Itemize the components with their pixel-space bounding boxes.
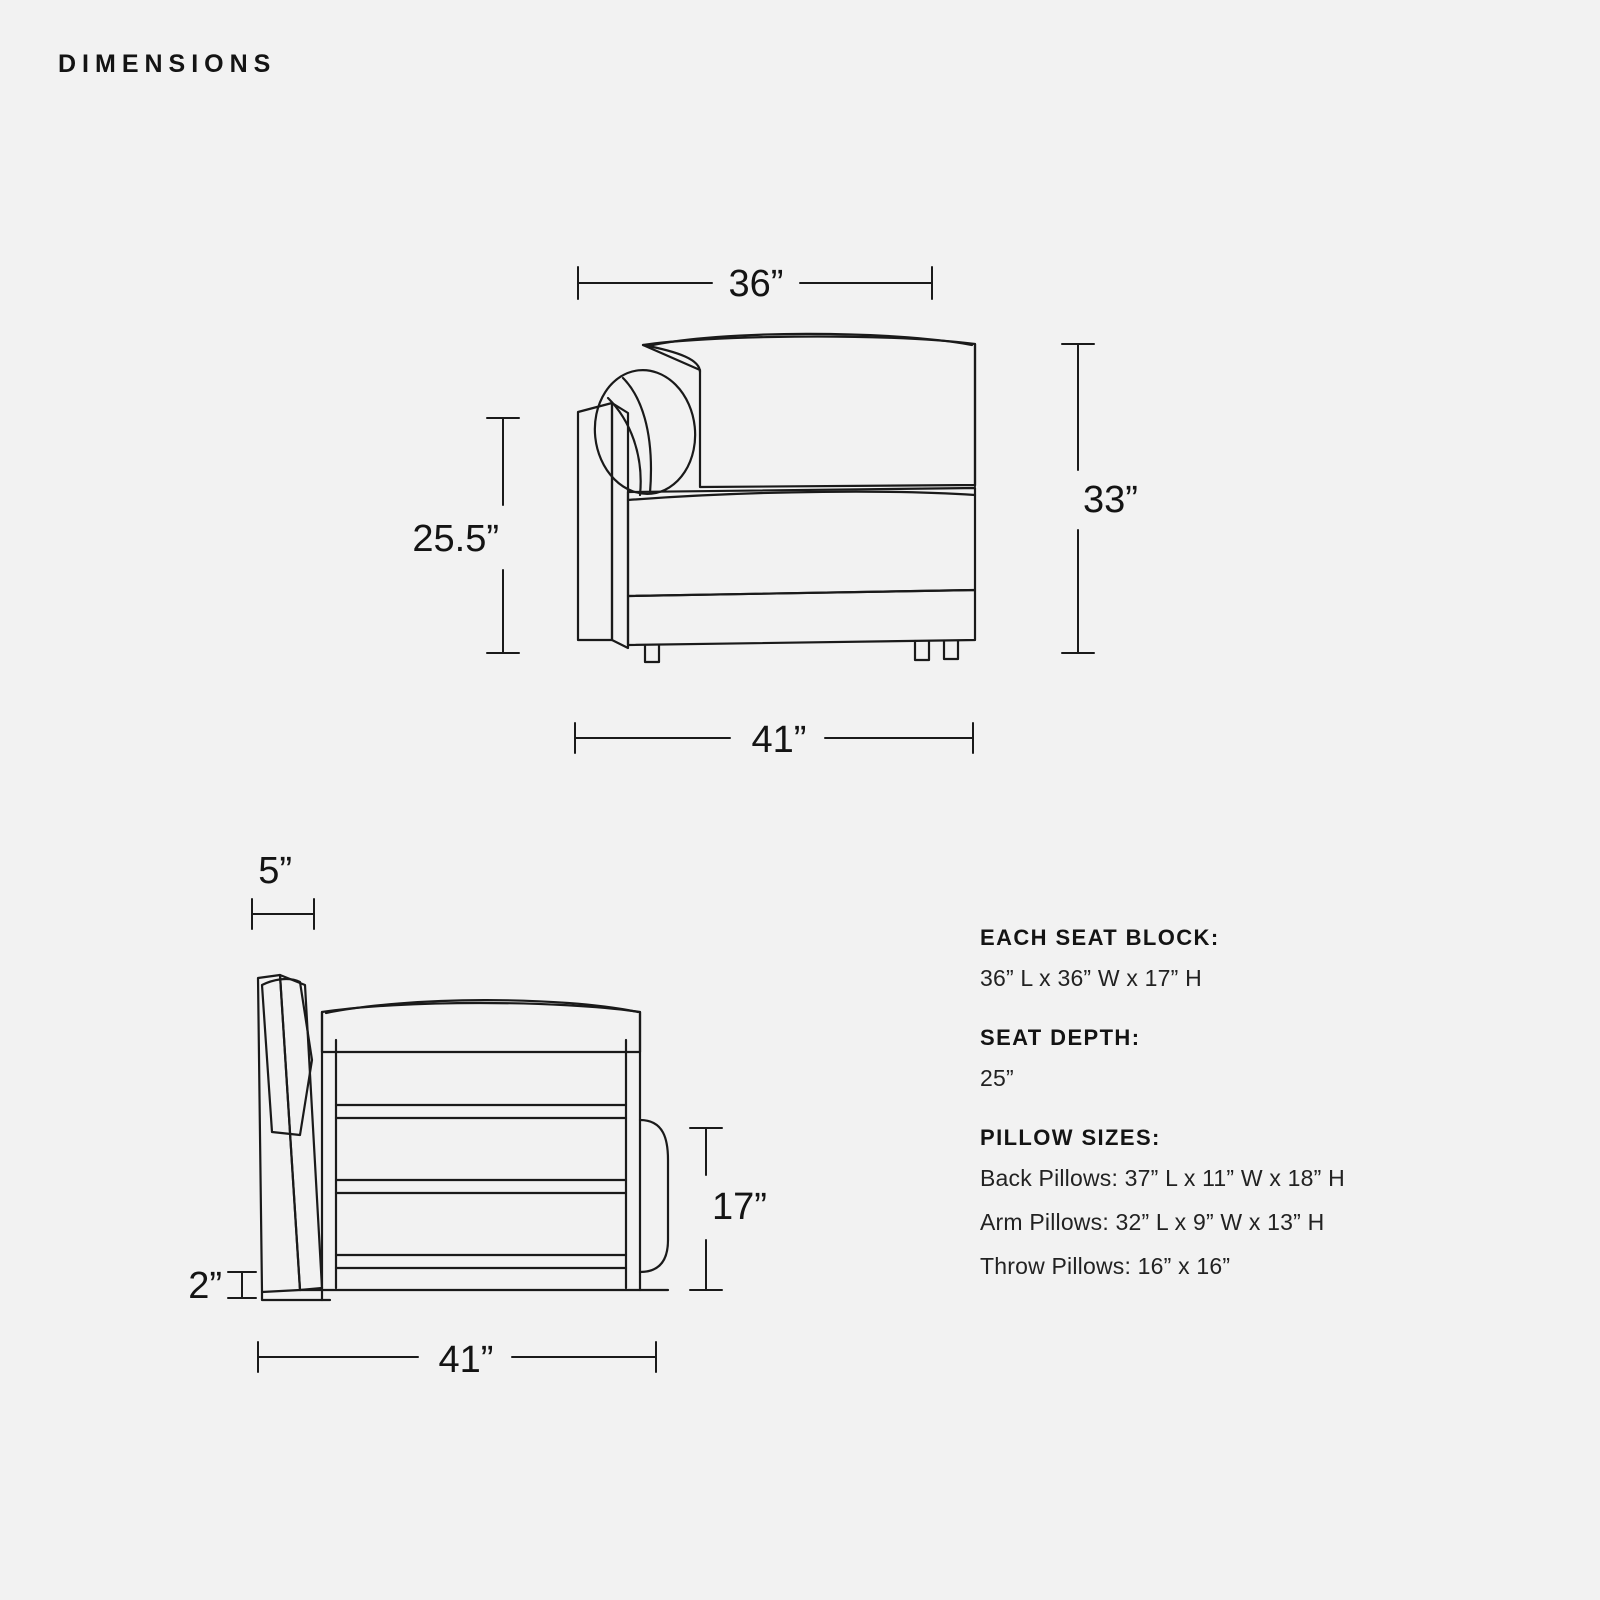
spec-group-seat-depth bbox=[980, 1025, 1540, 1092]
label-side-depth: 41” bbox=[438, 1339, 494, 1381]
spec-heading-seat-depth: SEAT DEPTH: bbox=[980, 1025, 1141, 1050]
label-front-overall-height: 33” bbox=[1083, 479, 1138, 521]
front-view-drawing bbox=[578, 334, 975, 662]
label-side-foot-height: 2” bbox=[188, 1265, 222, 1307]
label-side-seat-height: 17” bbox=[712, 1186, 767, 1228]
spec-group-pillow-sizes bbox=[980, 1125, 1540, 1280]
spec-heading-pillow-sizes: PILLOW SIZES: bbox=[980, 1125, 1161, 1150]
label-front-base-width: 41” bbox=[751, 719, 807, 761]
spec-heading-seat-block: EACH SEAT BLOCK: bbox=[980, 925, 1220, 950]
spec-line-seat-block-size: 36” L x 36” W x 17” H bbox=[980, 965, 1202, 991]
specifications-list bbox=[980, 925, 1540, 1313]
dim-side-offset-5 bbox=[252, 899, 314, 929]
side-view-drawing bbox=[258, 975, 668, 1300]
dim-side-foot-2 bbox=[228, 1272, 256, 1298]
spec-line-seat-depth-value: 25” bbox=[980, 1065, 1014, 1091]
spec-line-back-pillows: Back Pillows: 37” L x 11” W x 18” H bbox=[980, 1165, 1345, 1191]
label-front-top-width: 36” bbox=[728, 263, 784, 305]
label-front-back-height: 25.5” bbox=[412, 518, 499, 560]
page-title: DIMENSIONS bbox=[58, 50, 277, 78]
spec-line-throw-pillows: Throw Pillows: 16” x 16” bbox=[980, 1253, 1231, 1279]
label-side-back-offset: 5” bbox=[258, 850, 292, 892]
spec-group-seat-block bbox=[980, 925, 1540, 992]
spec-line-arm-pillows: Arm Pillows: 32” L x 9” W x 13” H bbox=[980, 1209, 1325, 1235]
